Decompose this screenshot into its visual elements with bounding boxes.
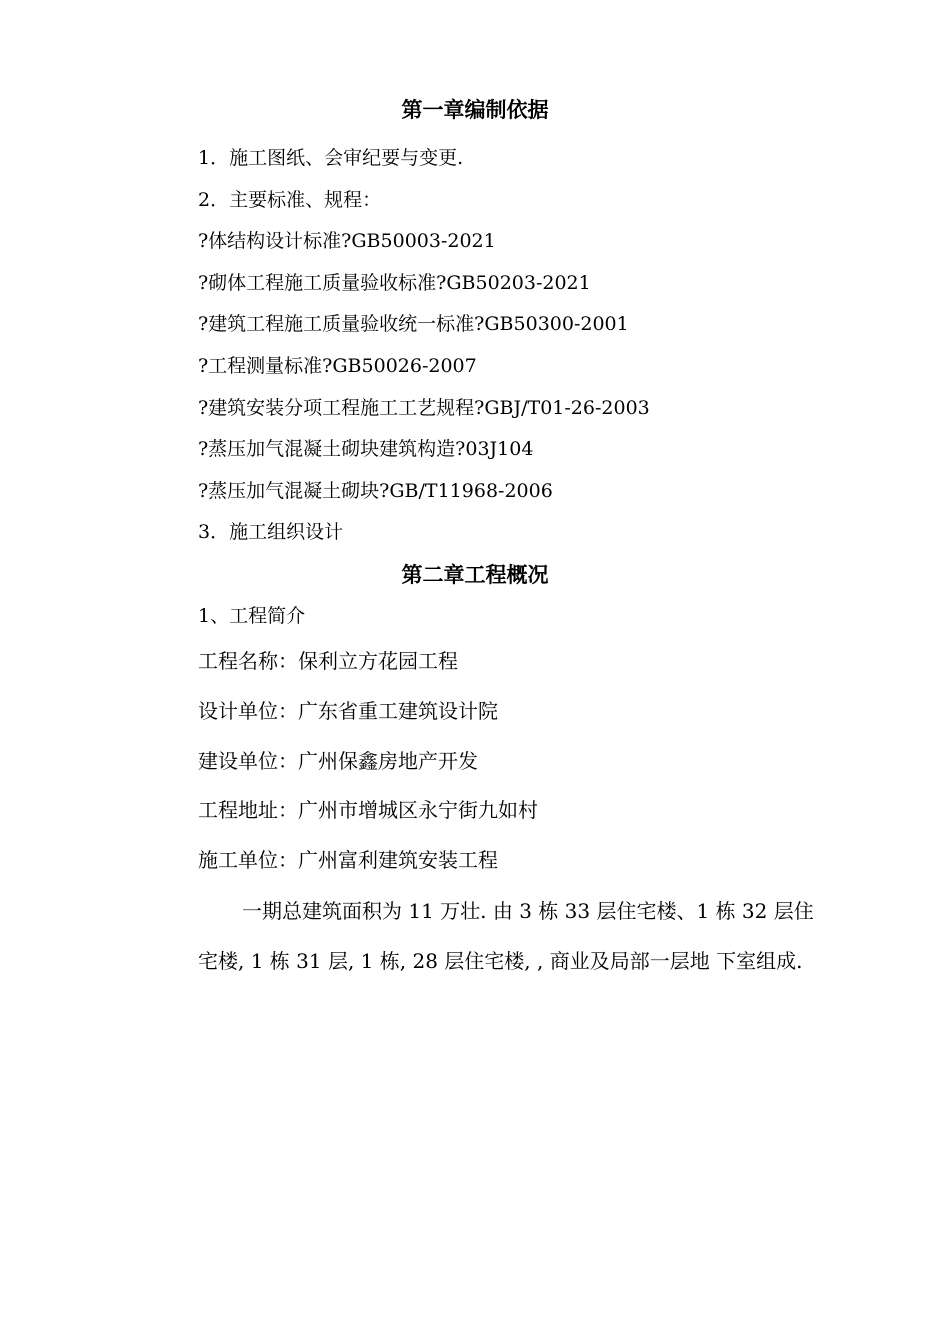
standard-item: ?建筑工程施工质量验收统一标准?GB50300-2001 <box>198 313 629 335</box>
basis-item: 1．施工图纸、会审纪要与变更. <box>198 147 464 169</box>
standard-item: ?砌体工程施工质量验收标准?GB50203-2021 <box>198 272 591 294</box>
standard-item: ?蒸压加气混凝土砌块建筑构造?03J104 <box>198 438 534 460</box>
standard-item: ?建筑安装分项工程施工工艺规程?GBJ/T01-26-2003 <box>198 397 650 419</box>
design-unit-field: 设计单位：广东省重工建筑设计院 <box>198 699 498 723</box>
standard-item: ?工程测量标准?GB50026-2007 <box>198 355 477 377</box>
standard-item: ?体结构设计标准?GB50003-2021 <box>198 230 496 252</box>
chapter2-title: 第二章工程概况 <box>401 563 549 587</box>
section-subtitle: 1、工程简介 <box>198 605 306 627</box>
contractor-field: 施工单位：广州富利建筑安装工程 <box>198 848 498 872</box>
overview-paragraph-line-1: 一期总建筑面积为 11 万壮. 由 3 栋 33 层住宅楼、1 栋 32 层住 <box>242 899 814 923</box>
standard-item: ?蒸压加气混凝土砌块?GB/T11968-2006 <box>198 480 553 502</box>
construction-owner-field: 建设单位：广州保鑫房地产开发 <box>198 749 478 773</box>
basis-item: 3．施工组织设计 <box>198 521 344 543</box>
overview-paragraph-line-2: 宅楼, 1 栋 31 层, 1 栋, 28 层住宅楼, , 商业及局部一层地 下室组成. <box>198 949 803 973</box>
project-name-field: 工程名称：保利立方花园工程 <box>198 649 458 673</box>
chapter1-title: 第一章编制依据 <box>401 98 549 122</box>
project-address-field: 工程地址：广州市增城区永宁街九如村 <box>198 798 538 822</box>
basis-item: 2．主要标准、规程： <box>198 189 382 211</box>
